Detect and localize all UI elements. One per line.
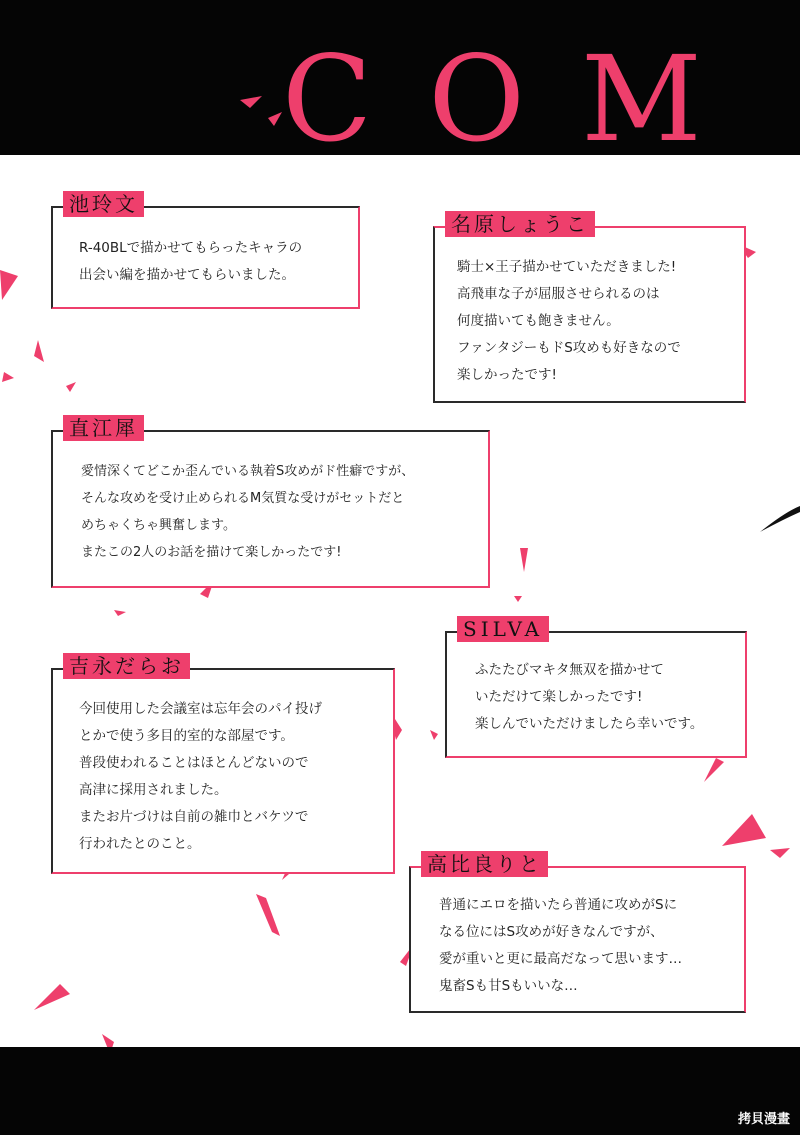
- comment-box-5: [51, 654, 395, 874]
- comment-line: 高飛車な子が屈服させられるのは: [457, 286, 660, 302]
- comment-line: 楽しかったです!: [457, 367, 557, 383]
- comment-box-2: [433, 212, 746, 403]
- shard: [66, 382, 76, 392]
- comment-line: R-40BLで描かせてもらったキャラの: [79, 240, 303, 256]
- comment-line: またお片づけは自前の雑巾とバケツで: [79, 809, 309, 825]
- comment-line: いただけて楽しかったです!: [475, 689, 643, 705]
- comment-line: 騎士×王子描かせていただきました!: [457, 259, 677, 275]
- shard: [430, 730, 438, 740]
- author-name: 名原しょうこ: [445, 211, 595, 237]
- comment-line: 出会い編を描かせてもらいました。: [79, 267, 295, 283]
- comment-line: 愛が重いと更に最高だなって思います…: [439, 951, 682, 967]
- header-title: COM: [282, 30, 758, 168]
- comment-text: [81, 458, 414, 566]
- comment-line: 鬼畜Sも甘Sもいいな…: [439, 978, 578, 994]
- shard: [514, 596, 522, 602]
- comment-line: 何度描いても飽きません。: [457, 313, 620, 329]
- comment-text: [439, 892, 682, 1000]
- author-name: 高比良りと: [421, 851, 548, 877]
- comment-line: またこの2人のお話を描けて楽しかったです!: [81, 545, 342, 560]
- header-band: [0, 0, 800, 168]
- shard: [770, 848, 790, 858]
- shard: [520, 548, 528, 572]
- comment-line: ファンタジーもドS攻めも好きなので: [457, 340, 681, 356]
- comment-line: 愛情深くてどこか歪んでいる執着S攻めがド性癖ですが、: [81, 464, 415, 479]
- shard: [0, 270, 18, 300]
- comment-line: 高津に採用されました。: [79, 782, 228, 798]
- comment-line: 普段使われることはほとんどないので: [79, 755, 309, 771]
- comment-line: 行われたとのこと。: [79, 836, 201, 852]
- shard: [722, 814, 766, 846]
- shard: [114, 610, 126, 616]
- comment-text: [457, 254, 681, 389]
- shard: [34, 984, 70, 1010]
- shard: [256, 894, 280, 936]
- comment-line: 今回使用した会議室は忘年会のパイ投げ: [79, 701, 322, 717]
- shard: [2, 372, 14, 382]
- author-name: 直江犀: [63, 415, 144, 441]
- comment-line: ふたたびマキタ無双を描かせて: [475, 662, 664, 678]
- comment-line: めちゃくちゃ興奮します。: [81, 518, 236, 533]
- shard: [704, 758, 724, 782]
- comment-text: [475, 657, 703, 738]
- comment-line: なる位にはS攻めが好きなんですが、: [439, 924, 664, 940]
- author-name: SILVA: [457, 616, 549, 642]
- comment-line: 楽しんでいただけましたら幸いです。: [475, 716, 704, 732]
- watermark: 拷貝漫畫: [737, 1112, 790, 1127]
- footer-band: [0, 1047, 800, 1135]
- author-name: 池玲文: [63, 191, 144, 217]
- shard: [760, 506, 800, 532]
- comment-line: とかで使う多目的室的な部屋です。: [79, 728, 294, 744]
- comment-box-3: [51, 416, 490, 588]
- comment-line: 普通にエロを描いたら普通に攻めがSに: [439, 897, 678, 913]
- shard: [34, 340, 44, 362]
- comment-box-1: [51, 192, 360, 309]
- comment-line: そんな攻めを受け止められるM気質な受けがセットだと: [81, 491, 405, 506]
- comment-box-4: [445, 617, 747, 758]
- comment-box-6: [409, 852, 746, 1013]
- comment-text: [79, 235, 302, 289]
- author-name: 吉永だらお: [63, 653, 190, 679]
- comment-text: [79, 696, 322, 858]
